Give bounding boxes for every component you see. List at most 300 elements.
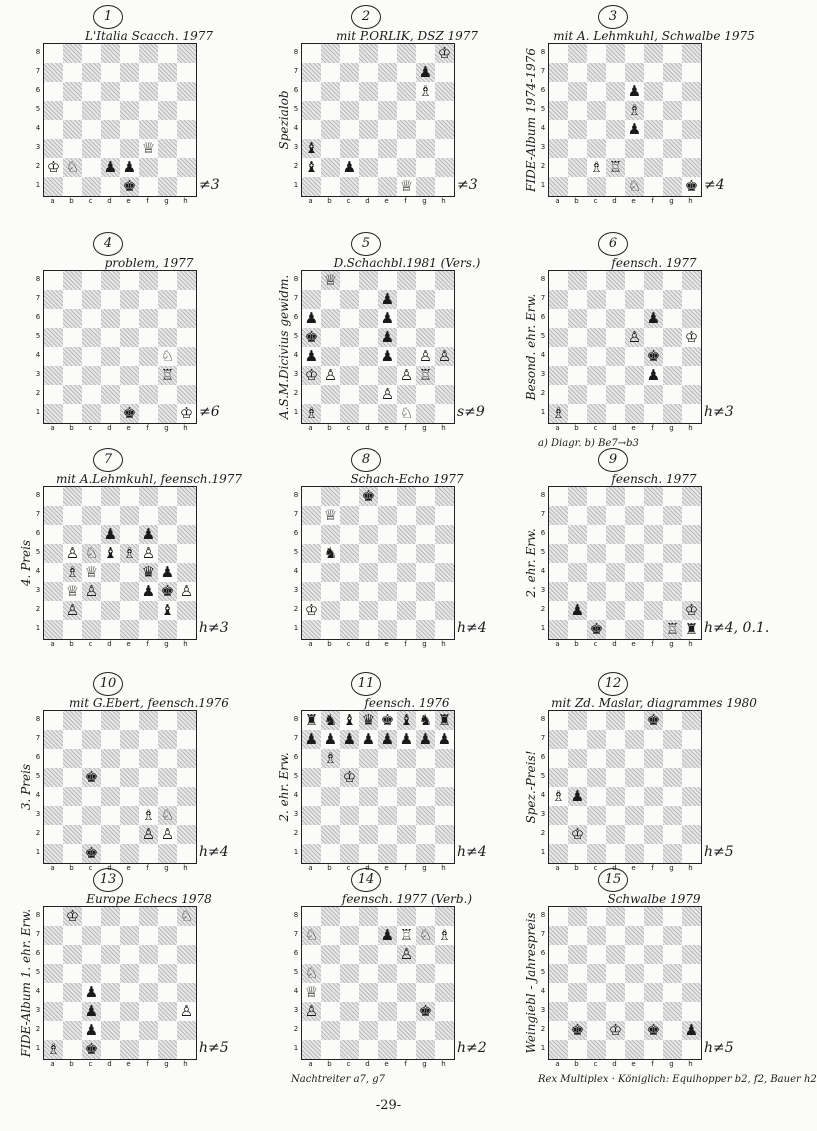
- board-square: [321, 620, 340, 639]
- board-square: [625, 1002, 644, 1021]
- rank-label: 7: [293, 67, 299, 75]
- board-square: [606, 366, 625, 385]
- board-square: [568, 749, 587, 768]
- board-square: [44, 120, 63, 139]
- board-square: [359, 945, 378, 964]
- board-square: [663, 385, 682, 404]
- board-square: [435, 907, 454, 926]
- file-labels: [43, 424, 195, 434]
- problem-source: Europe Echecs 1978: [86, 892, 212, 906]
- board-square: [321, 844, 340, 863]
- file-label: a: [308, 424, 313, 432]
- board-square: [340, 1040, 359, 1059]
- board-square: [302, 82, 321, 101]
- board-square: [82, 82, 101, 101]
- board-square: [359, 82, 378, 101]
- board-square: [321, 926, 340, 945]
- stipulation: h≠5: [704, 1040, 734, 1056]
- board-square: [63, 964, 82, 983]
- board-square: [606, 290, 625, 309]
- problem-number: 1: [93, 5, 123, 29]
- rank-label: 8: [35, 911, 41, 919]
- problem-distinction: Besond. ehr. Erw.: [524, 293, 538, 401]
- board-square: [302, 620, 321, 639]
- board-square: [606, 582, 625, 601]
- board-square: [378, 158, 397, 177]
- board-square: [139, 63, 158, 82]
- chess-piece: ♙: [323, 366, 338, 384]
- chess-piece: ♙: [65, 544, 80, 562]
- board-square: [359, 101, 378, 120]
- board-square: [625, 347, 644, 366]
- board-square: [682, 63, 701, 82]
- board-square: [587, 347, 606, 366]
- board-square: [101, 768, 120, 787]
- board-square: [120, 601, 139, 620]
- board-square: [663, 101, 682, 120]
- board-square: [101, 404, 120, 423]
- board-square: [340, 366, 359, 385]
- board-square: [340, 1021, 359, 1040]
- board-square: [44, 177, 63, 196]
- problem-14: [283, 868, 523, 1090]
- board-square: [101, 711, 120, 730]
- board-square: [302, 907, 321, 926]
- board-square: [644, 787, 663, 806]
- problem-distinction: FIDE-Album 1974-1976: [524, 48, 538, 192]
- chess-piece: ♘: [84, 544, 99, 562]
- file-label: c: [593, 424, 598, 432]
- problem-distinction: A.S.M.Dicivius gewidm.: [277, 274, 291, 420]
- board-square: [568, 1040, 587, 1059]
- board-square: [416, 328, 435, 347]
- rank-label: 6: [293, 86, 299, 94]
- board-square: [82, 825, 101, 844]
- board-square: [359, 385, 378, 404]
- board-square: [139, 945, 158, 964]
- board-square: [606, 271, 625, 290]
- board-square: [101, 82, 120, 101]
- board-square: [101, 347, 120, 366]
- board-square: [359, 44, 378, 63]
- board-square: [397, 1002, 416, 1021]
- rank-label: 7: [540, 930, 546, 938]
- rank-label: 2: [293, 1025, 299, 1033]
- board-square: [177, 563, 196, 582]
- board-square: [378, 563, 397, 582]
- board-square: [120, 120, 139, 139]
- chess-board: [301, 906, 455, 1060]
- board-square: [44, 601, 63, 620]
- board-square: [625, 563, 644, 582]
- chess-piece: ♘: [627, 177, 642, 195]
- board-square: [321, 44, 340, 63]
- board-square: [321, 582, 340, 601]
- rank-label: 7: [35, 510, 41, 518]
- board-square: [44, 309, 63, 328]
- board-square: [397, 787, 416, 806]
- board-square: [587, 404, 606, 423]
- rank-labels: [538, 270, 548, 422]
- board-square: [302, 506, 321, 525]
- chess-piece: ♚: [304, 328, 319, 346]
- file-label: d: [107, 864, 112, 872]
- board-square: [435, 1021, 454, 1040]
- board-square: [378, 120, 397, 139]
- chess-piece: ♘: [65, 158, 80, 176]
- file-label: a: [555, 1060, 560, 1068]
- chess-piece: ♟: [646, 366, 661, 384]
- board-square: [378, 983, 397, 1002]
- board-square: [139, 347, 158, 366]
- board-square: [302, 120, 321, 139]
- board-square: [321, 101, 340, 120]
- board-square: [397, 347, 416, 366]
- rank-label: 6: [293, 949, 299, 957]
- board-square: [340, 82, 359, 101]
- board-square: [82, 290, 101, 309]
- rank-labels: [33, 270, 43, 422]
- board-square: [44, 563, 63, 582]
- file-labels: [548, 640, 700, 650]
- board-square: [177, 271, 196, 290]
- chess-board: [548, 906, 702, 1060]
- stipulation: ≠3: [457, 177, 478, 193]
- board-square: [177, 926, 196, 945]
- board-square: [549, 63, 568, 82]
- problem-number: 8: [351, 448, 381, 472]
- board-square: [139, 487, 158, 506]
- problem-number: 6: [598, 232, 628, 256]
- rank-labels: [538, 906, 548, 1058]
- board-square: [158, 404, 177, 423]
- board-square: [359, 347, 378, 366]
- chess-piece: ♙: [304, 1002, 319, 1020]
- board-square: [625, 139, 644, 158]
- board-square: [321, 63, 340, 82]
- board-square: [549, 926, 568, 945]
- file-label: h: [688, 1060, 693, 1068]
- board-square: [663, 730, 682, 749]
- chess-piece: ♟: [380, 309, 395, 327]
- board-square: [82, 120, 101, 139]
- board-square: [359, 120, 378, 139]
- board-square: [644, 563, 663, 582]
- chess-piece: ♘: [304, 926, 319, 944]
- board-square: [435, 63, 454, 82]
- chess-piece: ♕: [323, 271, 338, 289]
- board-square: [568, 806, 587, 825]
- chess-piece: ♔: [684, 328, 699, 346]
- board-square: [120, 1040, 139, 1059]
- board-square: [158, 964, 177, 983]
- board-square: [435, 964, 454, 983]
- board-square: [340, 544, 359, 563]
- board-square: [568, 582, 587, 601]
- board-square: [644, 907, 663, 926]
- board-square: [625, 309, 644, 328]
- board-square: [321, 945, 340, 964]
- rank-label: 6: [540, 949, 546, 957]
- rank-label: 3: [540, 810, 546, 818]
- board-square: [302, 525, 321, 544]
- board-square: [378, 945, 397, 964]
- board-square: [120, 82, 139, 101]
- board-square: [63, 825, 82, 844]
- board-square: [44, 44, 63, 63]
- board-square: [435, 601, 454, 620]
- board-square: [44, 711, 63, 730]
- chess-piece: ♞: [418, 711, 433, 729]
- stipulation: h≠4, 0.1.: [704, 620, 770, 636]
- board-square: [663, 983, 682, 1002]
- file-labels: [43, 197, 195, 207]
- chess-piece: ♙: [179, 1002, 194, 1020]
- board-square: [416, 768, 435, 787]
- board-square: [82, 177, 101, 196]
- rank-label: 1: [293, 1044, 299, 1052]
- rank-label: 4: [35, 351, 41, 359]
- stipulation: s≠9: [457, 404, 485, 420]
- chess-board: [301, 710, 455, 864]
- rank-label: 1: [540, 1044, 546, 1052]
- file-label: g: [669, 1060, 674, 1068]
- board-square: [606, 768, 625, 787]
- board-square: [606, 120, 625, 139]
- board-square: [82, 385, 101, 404]
- board-square: [397, 601, 416, 620]
- board-square: [397, 983, 416, 1002]
- board-square: [302, 385, 321, 404]
- file-label: g: [164, 864, 169, 872]
- chess-piece: ♔: [570, 825, 585, 843]
- board-square: [606, 525, 625, 544]
- board-square: [568, 926, 587, 945]
- board-square: [587, 711, 606, 730]
- board-square: [397, 385, 416, 404]
- problem-number: 9: [598, 448, 628, 472]
- board-square: [321, 1040, 340, 1059]
- board-square: [587, 768, 606, 787]
- board-square: [549, 711, 568, 730]
- board-square: [120, 582, 139, 601]
- board-square: [359, 749, 378, 768]
- board-square: [568, 290, 587, 309]
- board-square: [302, 44, 321, 63]
- problem-1: [25, 5, 265, 227]
- board-square: [101, 563, 120, 582]
- chess-piece: ♕: [323, 506, 338, 524]
- board-square: [435, 844, 454, 863]
- board-square: [340, 945, 359, 964]
- board-square: [606, 44, 625, 63]
- board-square: [177, 983, 196, 1002]
- board-square: [378, 271, 397, 290]
- board-square: [82, 730, 101, 749]
- board-square: [63, 63, 82, 82]
- board-square: [625, 1021, 644, 1040]
- problem-11: [277, 672, 523, 894]
- board-square: [549, 1021, 568, 1040]
- chess-piece: ♗: [627, 101, 642, 119]
- chess-piece: ♟: [304, 347, 319, 365]
- stipulation: h≠3: [704, 404, 734, 420]
- board-square: [44, 806, 63, 825]
- board-square: [101, 385, 120, 404]
- chess-piece: ♟: [437, 730, 452, 748]
- file-label: e: [384, 640, 389, 648]
- board-square: [568, 271, 587, 290]
- board-square: [644, 44, 663, 63]
- board-square: [177, 730, 196, 749]
- rank-label: 6: [293, 753, 299, 761]
- file-label: h: [441, 197, 446, 205]
- board-square: [587, 749, 606, 768]
- board-square: [44, 290, 63, 309]
- board-square: [63, 101, 82, 120]
- rank-label: 3: [35, 1006, 41, 1014]
- chess-piece: ♟: [141, 525, 156, 543]
- rank-label: 8: [293, 275, 299, 283]
- board-square: [416, 506, 435, 525]
- board-square: [663, 506, 682, 525]
- rank-label: 5: [540, 105, 546, 113]
- file-label: a: [555, 197, 560, 205]
- rank-label: 2: [540, 162, 546, 170]
- board-square: [177, 139, 196, 158]
- file-label: g: [164, 424, 169, 432]
- board-square: [63, 347, 82, 366]
- board-square: [587, 1002, 606, 1021]
- board-square: [44, 347, 63, 366]
- rank-label: 6: [540, 313, 546, 321]
- board-square: [397, 290, 416, 309]
- board-square: [340, 582, 359, 601]
- rank-label: 5: [293, 548, 299, 556]
- board-square: [568, 385, 587, 404]
- board-square: [63, 487, 82, 506]
- file-label: f: [404, 640, 407, 648]
- board-square: [378, 582, 397, 601]
- board-square: [644, 101, 663, 120]
- file-label: e: [126, 864, 131, 872]
- board-square: [44, 139, 63, 158]
- board-square: [682, 385, 701, 404]
- file-label: d: [365, 1060, 370, 1068]
- board-square: [606, 139, 625, 158]
- board-square: [682, 582, 701, 601]
- file-label: f: [404, 197, 407, 205]
- file-label: c: [88, 864, 93, 872]
- board-square: [416, 787, 435, 806]
- chess-board: [43, 906, 197, 1060]
- board-square: [82, 620, 101, 639]
- board-square: [663, 787, 682, 806]
- board-square: [625, 1040, 644, 1059]
- problem-source: mit P.ORLIK, DSZ 1977: [335, 29, 479, 43]
- rank-label: 2: [35, 389, 41, 397]
- board-square: [359, 601, 378, 620]
- board-square: [625, 749, 644, 768]
- board-square: [101, 44, 120, 63]
- rank-label: 1: [540, 848, 546, 856]
- board-square: [606, 544, 625, 563]
- board-square: [587, 844, 606, 863]
- file-label: b: [574, 197, 579, 205]
- board-square: [663, 844, 682, 863]
- rank-label: 2: [35, 605, 41, 613]
- board-square: [158, 177, 177, 196]
- board-square: [587, 926, 606, 945]
- board-square: [587, 806, 606, 825]
- board-square: [139, 1040, 158, 1059]
- board-square: [587, 82, 606, 101]
- file-label: d: [612, 640, 617, 648]
- board-square: [549, 620, 568, 639]
- board-square: [397, 82, 416, 101]
- board-square: [397, 120, 416, 139]
- file-label: h: [183, 197, 188, 205]
- board-square: [378, 101, 397, 120]
- chess-piece: ♝: [342, 711, 357, 729]
- board-square: [158, 711, 177, 730]
- board-square: [663, 82, 682, 101]
- board-square: [587, 385, 606, 404]
- rank-label: 8: [293, 48, 299, 56]
- file-label: b: [69, 864, 74, 872]
- board-square: [177, 544, 196, 563]
- stipulation: h≠4: [457, 620, 487, 636]
- file-label: g: [669, 424, 674, 432]
- file-label: f: [146, 1060, 149, 1068]
- problem-number: 2: [351, 5, 381, 29]
- board-square: [139, 844, 158, 863]
- chess-piece: ♟: [160, 563, 175, 581]
- rank-label: 7: [540, 734, 546, 742]
- board-square: [120, 309, 139, 328]
- board-square: [644, 506, 663, 525]
- chess-board: [548, 710, 702, 864]
- board-square: [644, 487, 663, 506]
- board-square: [321, 964, 340, 983]
- board-square: [644, 983, 663, 1002]
- file-labels: [301, 1060, 453, 1070]
- board-square: [625, 506, 644, 525]
- board-square: [321, 328, 340, 347]
- board-square: [663, 525, 682, 544]
- board-square: [416, 139, 435, 158]
- board-square: [177, 309, 196, 328]
- rank-label: 4: [293, 987, 299, 995]
- board-square: [606, 309, 625, 328]
- problem-number: 14: [351, 868, 381, 892]
- board-square: [44, 328, 63, 347]
- board-square: [606, 487, 625, 506]
- rank-label: 8: [540, 491, 546, 499]
- board-square: [158, 385, 177, 404]
- rank-label: 3: [540, 586, 546, 594]
- board-square: [682, 768, 701, 787]
- chess-piece: ♚: [570, 1021, 585, 1039]
- board-square: [435, 82, 454, 101]
- board-square: [139, 366, 158, 385]
- board-square: [663, 964, 682, 983]
- rank-label: 4: [540, 124, 546, 132]
- board-square: [82, 271, 101, 290]
- board-square: [606, 177, 625, 196]
- board-square: [606, 945, 625, 964]
- rank-label: 4: [35, 987, 41, 995]
